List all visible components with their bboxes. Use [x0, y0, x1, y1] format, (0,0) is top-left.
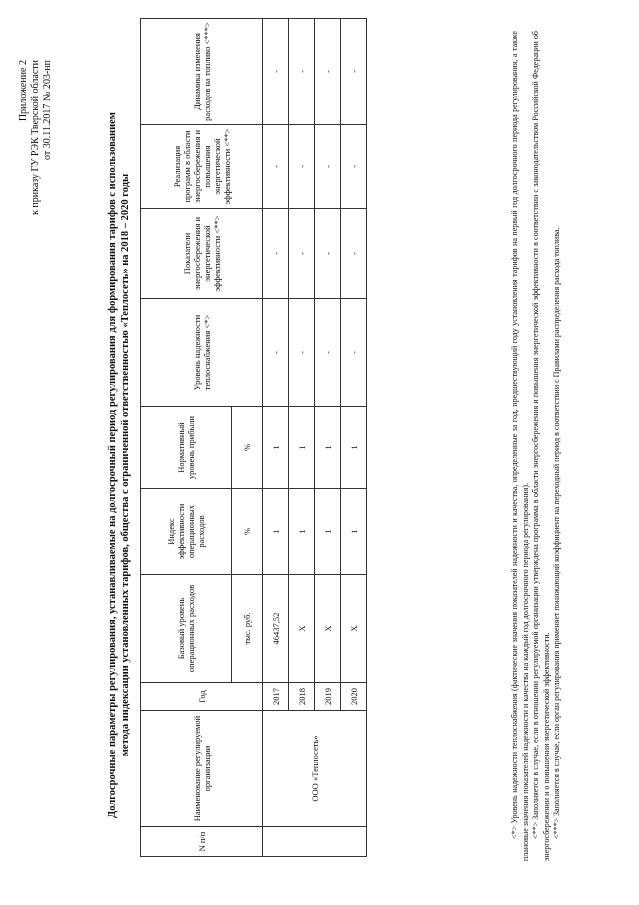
unit-base: тыс. руб.	[232, 575, 263, 683]
cell-program: -	[263, 125, 289, 209]
cell-base: 46437,52	[263, 575, 289, 683]
header-num: N п/п	[141, 827, 263, 857]
footnote-1: <*> Уровень надежности теплоснабжения (фактические значения показателей надежности и качества, определенные за год, предшествующий году установления тарифов на первый год долгосрочного периода регулирования, а также плановые значения показателей надежности и качества на каждый год долгосрочного периода регулирования).	[510, 31, 530, 861]
title-line-2: метода индексации установленных тарифов, общества с ограниченной ответственностью «Теплосеть» на 2018 – 2020 годы	[120, 173, 131, 757]
appendix-note	[18, 60, 54, 360]
cell-base: X	[289, 575, 315, 683]
cell-base: X	[315, 575, 341, 683]
footnote-2: <**> Заполняется в случае, если в отношении регулируемой организации утверждена программа в области энергосбережения и повышения энергетической эффективности в соответствии с законодательством Российской Федерации об энергосбережении и о повышении энергетической эффективности.	[531, 31, 551, 861]
header-program: Реализация программ в области энергосбережения и повышения энергетической эффективности <**>	[141, 125, 263, 209]
cell-program: -	[289, 125, 315, 209]
cell-energy: -	[263, 209, 289, 299]
header-year: Год	[141, 683, 263, 711]
appendix-line-3: от 30.11.2017 № 203-нп	[42, 60, 53, 160]
cell-reliability: -	[315, 299, 341, 407]
header-energy: Показатели энергосбережения и энергетической эффективности <**>	[141, 209, 263, 299]
title-line-1: Долгосрочные параметры регулирования, устанавливаемые на долгосрочный период регулирования для формирования тарифов с использованием	[107, 112, 118, 818]
footnote-3: <***> Заполняется в случае, если орган регулирования применяет понижающий коэффициент на переходный период в соответствии с Правилами распределения расхода топлива.	[552, 227, 562, 839]
header-fuel: Динамика изменения расходов на топливо <***>	[141, 19, 263, 125]
cell-profit: 1	[289, 407, 315, 489]
cell-year: 2019	[315, 683, 341, 711]
cell-index: 1	[341, 489, 367, 575]
cell-energy: -	[315, 209, 341, 299]
document-title	[106, 105, 132, 825]
cell-program: -	[315, 125, 341, 209]
cell-fuel: -	[341, 19, 367, 125]
parameters-table	[140, 18, 367, 857]
cell-fuel: -	[315, 19, 341, 125]
cell-reliability: -	[289, 299, 315, 407]
cell-index: 1	[289, 489, 315, 575]
header-profit: Нормативный уровень прибыли	[141, 407, 232, 489]
cell-index: 1	[315, 489, 341, 575]
cell-energy: -	[289, 209, 315, 299]
footnotes	[510, 31, 563, 861]
cell-year: 2020	[341, 683, 367, 711]
cell-program: -	[341, 125, 367, 209]
unit-index: %	[232, 489, 263, 575]
cell-org: ООО «Теплосеть»	[263, 711, 367, 827]
cell-profit: 1	[341, 407, 367, 489]
appendix-line-1: Приложение 2	[18, 60, 29, 122]
header-org: Наименование регулируемой организации	[141, 711, 263, 827]
unit-profit: %	[232, 407, 263, 489]
cell-reliability: -	[341, 299, 367, 407]
cell-profit: 1	[315, 407, 341, 489]
cell-energy: -	[341, 209, 367, 299]
header-base: Базовый уровень операционных расходов	[141, 575, 232, 683]
header-row	[141, 19, 232, 857]
cell-year: 2018	[289, 683, 315, 711]
table-row	[263, 19, 289, 857]
cell-base: X	[341, 575, 367, 683]
appendix-line-2: к приказу ГУ РЭК Тверской области	[30, 60, 41, 215]
cell-fuel: -	[289, 19, 315, 125]
cell-num	[263, 827, 367, 857]
cell-index: 1	[263, 489, 289, 575]
header-reliability: Уровень надежности теплоснабжения <*>	[141, 299, 263, 407]
cell-reliability: -	[263, 299, 289, 407]
header-index: Индекс эффективности операционных расходов	[141, 489, 232, 575]
cell-year: 2017	[263, 683, 289, 711]
cell-fuel: -	[263, 19, 289, 125]
cell-profit: 1	[263, 407, 289, 489]
